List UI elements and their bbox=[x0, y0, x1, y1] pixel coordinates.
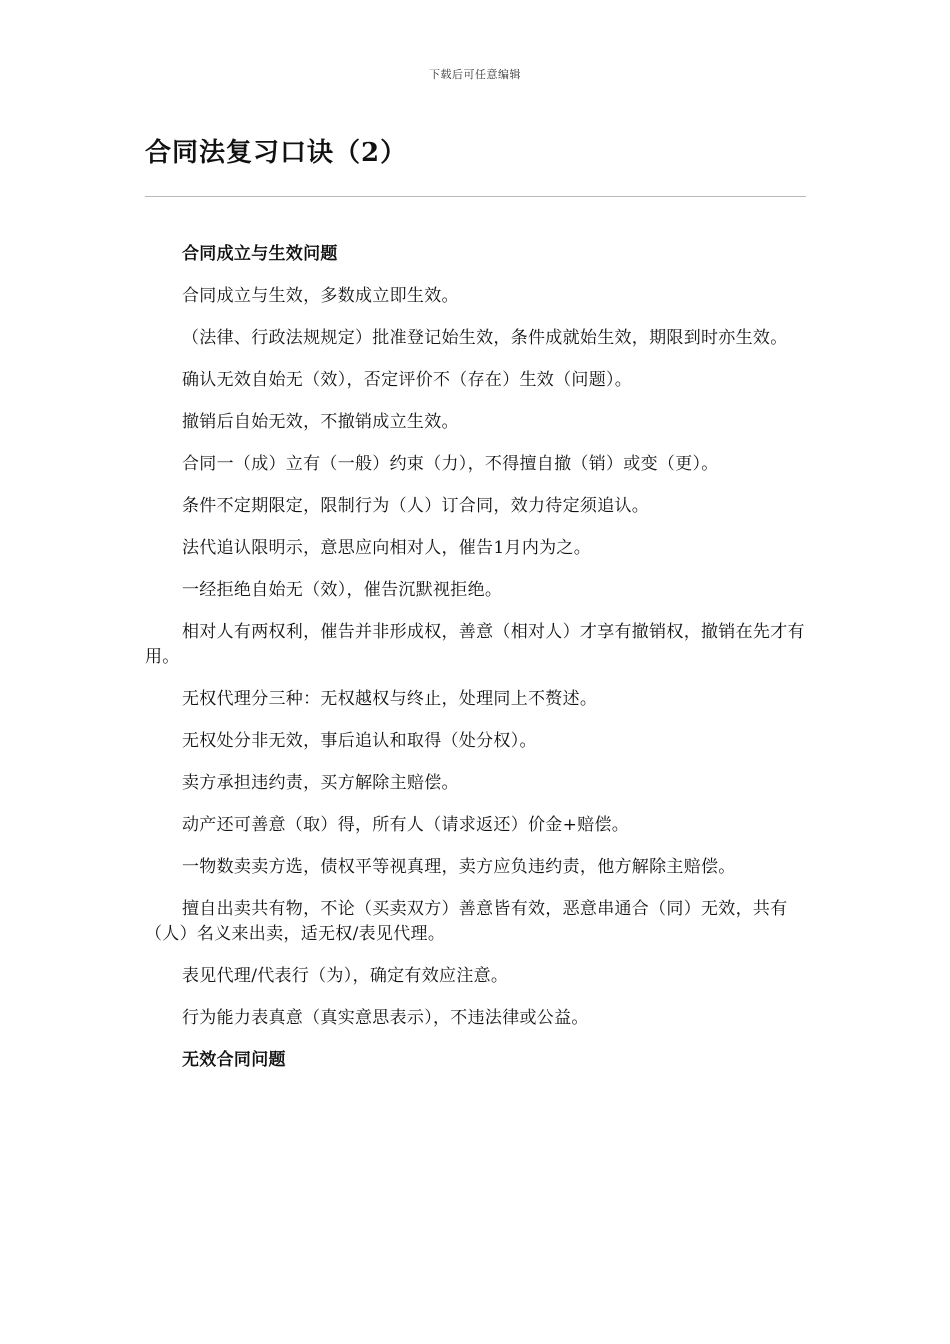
paragraph: 条件不定期限定，限制行为（人）订合同，效力待定须追认。 bbox=[182, 496, 650, 516]
section-heading: 合同成立与生效问题 bbox=[182, 244, 338, 264]
paragraph: 无权处分非无效，事后追认和取得（处分权）。 bbox=[182, 731, 537, 751]
paragraph: 合同一（成）立有（一般）约束（力），不得擅自撤（销）或变（更）。 bbox=[182, 454, 719, 474]
section-heading: 无效合同问题 bbox=[182, 1050, 286, 1070]
document-body bbox=[145, 242, 806, 1090]
paragraph: （法律、行政法规规定）批准登记始生效，条件成就始生效，期限到时亦生效。 bbox=[182, 328, 788, 348]
paragraph: 行为能力表真意（真实意思表示），不违法律或公益。 bbox=[182, 1008, 589, 1028]
paragraph: 表见代理/代表行（为），确定有效应注意。 bbox=[182, 966, 509, 986]
paragraph: 合同成立与生效，多数成立即生效。 bbox=[182, 286, 459, 306]
paragraph: 相对人有两权利，催告并非形成权，善意（相对人）才享有撤销权，撤销在先才有用。 bbox=[145, 622, 805, 667]
paragraph: 撤销后自始无效，不撤销成立生效。 bbox=[182, 412, 459, 432]
paragraph: 卖方承担违约责，买方解除主赔偿。 bbox=[182, 773, 459, 793]
header-note: 下载后可任意编辑 bbox=[429, 68, 521, 81]
paragraph: 法代追认限明示，意思应向相对人，催告1月内为之。 bbox=[182, 538, 592, 558]
page-title: 合同法复习口诀（2） bbox=[145, 138, 408, 168]
paragraph: 确认无效自始无（效），否定评价不（存在）生效（问题）。 bbox=[182, 370, 633, 390]
paragraph: 一经拒绝自始无（效），催告沉默视拒绝。 bbox=[182, 580, 503, 600]
title-divider bbox=[145, 196, 806, 197]
paragraph: 擅自出卖共有物，不论（买卖双方）善意皆有效，恶意串通合（同）无效，共有（人）名义来出卖，适无权/表见代理。 bbox=[145, 899, 788, 944]
paragraph: 一物数卖卖方选，债权平等视真理，卖方应负违约责，他方解除主赔偿。 bbox=[182, 857, 736, 877]
paragraph: 无权代理分三种：无权越权与终止，处理同上不赘述。 bbox=[182, 689, 598, 709]
paragraph: 动产还可善意（取）得，所有人（请求返还）价金+赔偿。 bbox=[182, 815, 630, 835]
